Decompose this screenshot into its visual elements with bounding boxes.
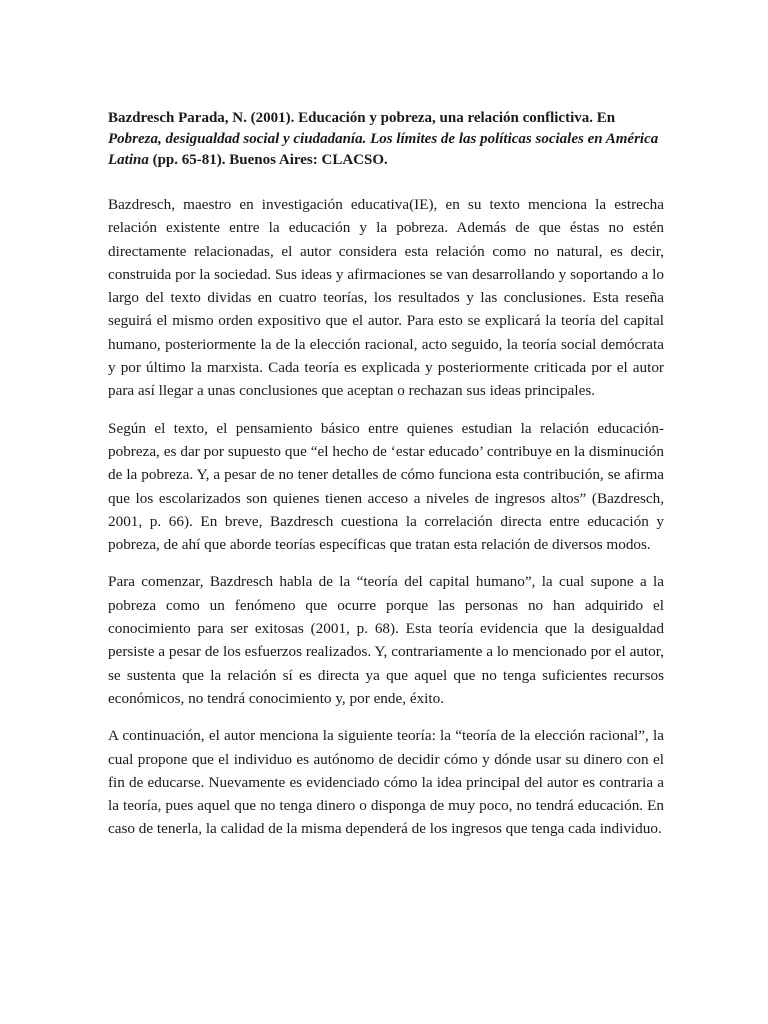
citation-author-title: Bazdresch Parada, N. (2001). Educación y pobreza, una relación conflictiva. En xyxy=(108,110,616,126)
paragraph-basic-thought: Según el texto, el pensamiento básico entre quienes estudian la relación educación-pobreza, es dar por supuesto que “el hecho de ‘estar educado’ contribuye en la disminución de la pobreza. Y, a pesar de no tener detalles de cómo funciona esta contribución, se afirma que los escolarizados son quienes tienen acceso a niveles de ingresos altos” (Bazdresch, 2001, p. 66). En breve, Bazdresch cuestiona la correlación directa entre educación y pobreza, de ahí que aborde teorías específicas que tratan esta relación de diversos modos. xyxy=(108,419,664,554)
citation-publication: (pp. 65-81). Buenos Aires: CLACSO. xyxy=(148,152,388,168)
paragraph-rational-choice-theory: A continuación, el autor menciona la siguiente teoría: la “teoría de la elección racional”, la cual propone que el individuo es autónomo de decidir cómo y dónde usar su dinero con el fin de educarse. Nuevamente es evidenciado cómo la idea principal del autor es contraria a la teoría, pues aquel que no tenga dinero o disponga de muy poco, no tendrá educación. En caso de tenerla, la calidad de la misma dependerá de los ingresos que tenga cada individuo. xyxy=(108,727,664,838)
bibliographic-citation xyxy=(108,108,664,171)
citation-book-title: Pobreza, desigualdad social y ciudadanía. Los límites de las políticas sociales en América Latina xyxy=(108,131,659,168)
paragraph-introduction: Bazdresch, maestro en investigación educativa(IE), en su texto menciona la estrecha relación existente entre la educación y la pobreza. Además de que éstas no estén directamente relacionadas, el autor considera esta relación como no natural, es decir, construida por la sociedad. Sus ideas y afirmaciones se van desarrollando y soportando a lo largo del texto dividas en cuatro teorías, los resultados y las conclusiones. Esta reseña seguirá el mismo orden expositivo que el autor. Para esto se explicará la teoría del capital humano, posteriormente la de la elección racional, acto seguido, la teoría social demócrata y por último la marxista. Cada teoría es explicada y posteriormente criticada por el autor para así llegar a unas conclusiones que aceptan o rechazan sus ideas principales. xyxy=(108,196,664,400)
paragraph-human-capital-theory: Para comenzar, Bazdresch habla de la “teoría del capital humano”, la cual supone a la pobreza como un fenómeno que ocurre porque las personas no han adquirido el conocimiento para ser exitosas (2001, p. 68). Esta teoría evidencia que la desigualdad persiste a pesar de los esfuerzos realizados. Y, contrariamente a lo mencionado por el autor, se sustenta que la relación sí es directa ya que aquel que no tenga suficientes recursos económicos, no tendrá conocimiento y, por ende, éxito. xyxy=(108,573,664,707)
document-page xyxy=(108,108,664,855)
